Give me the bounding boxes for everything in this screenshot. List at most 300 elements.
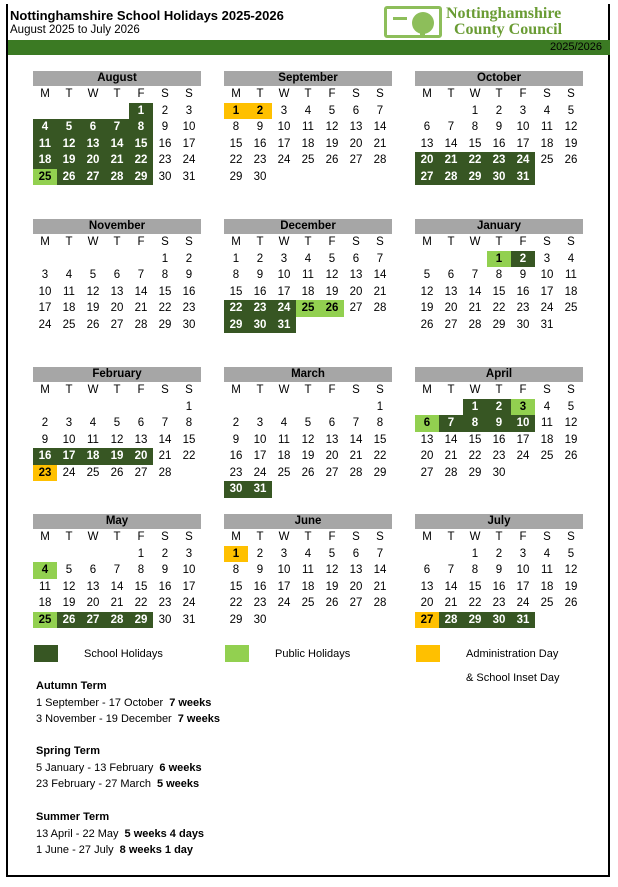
day-cell: 24 [253,466,267,479]
day-cell: 10 [253,433,267,446]
day-cell: 1 [224,546,248,563]
day-cell: 11 [565,269,577,281]
weekday-label: S [161,236,169,248]
day-cell: 8 [161,269,169,281]
day-cell: 28 [439,612,463,629]
day-cell: 31 [540,318,554,331]
day-cell: 27 [81,169,105,186]
day-cell: 23 [248,300,272,317]
logo-line-1: Nottinghamshire [446,5,562,22]
day-cell: 3 [280,252,288,265]
day-cell: 18 [33,152,57,169]
day-cell: 22 [468,450,482,462]
weekday-label: S [185,88,193,100]
day-cell: 10 [182,121,196,133]
day-cell: 21 [373,580,387,593]
day-cell: 11 [541,564,553,576]
day-cell: 23 [487,152,511,169]
day-cell: 15 [229,285,243,298]
day-cell: 3 [41,269,49,281]
day-cell: 1 [224,103,248,120]
weekday-label: S [376,531,384,543]
weekday-label: T [113,384,121,396]
day-cell: 29 [229,613,243,626]
month-name: February [33,367,201,382]
day-cell: 22 [224,300,248,317]
day-cell: 19 [420,302,434,314]
day-cell: 5 [328,547,336,560]
weekday-label: T [447,384,455,396]
weekday-label: S [185,531,193,543]
day-cell: 18 [62,302,76,314]
weekday-label: S [376,384,384,396]
day-cell: 11 [302,269,314,281]
weekday-label: S [185,384,193,396]
day-cell: 23 [253,154,267,166]
day-cell: 8 [129,119,153,136]
month-name: March [224,367,392,382]
day-cell: 18 [277,450,291,462]
weekday-label: M [231,531,241,543]
day-cell: 22 [134,597,148,609]
day-cell: 27 [349,597,363,609]
day-cell: 24 [516,597,530,609]
day-cell: 2 [495,104,503,117]
weekday-label: S [161,531,169,543]
legend-admin-label-2: & School Inset Day [466,672,560,684]
day-cell: 5 [567,104,575,117]
weekday-label: T [495,384,503,396]
day-cell: 26 [564,154,578,166]
day-cell: 10 [62,433,76,446]
legend-admin-label-1: Administration Day [466,648,559,660]
day-cell: 16 [253,137,267,150]
weekday-label: F [328,88,336,100]
day-cell: 15 [468,433,482,446]
day-cell: 21 [468,302,482,314]
day-cell: 4 [89,417,97,429]
day-cell: 5 [567,400,575,413]
weekday-label: S [543,384,551,396]
day-cell: 19 [564,580,578,593]
day-cell: 6 [423,564,431,576]
day-cell: 13 [110,285,124,298]
weekday-label: T [304,88,312,100]
day-cell: 13 [420,137,434,150]
day-cell: 13 [349,121,363,133]
day-cell: 17 [38,302,52,314]
day-cell: 11 [278,433,290,446]
day-cell: 29 [129,612,153,629]
day-cell: 22 [463,152,487,169]
month-name: November [33,219,201,234]
weekday-label: T [495,531,503,543]
weekday-label: W [87,88,99,100]
day-cell: 8 [232,121,240,133]
day-cell: 15 [229,137,243,150]
day-cell: 21 [134,302,148,314]
tree-emblem-icon [384,6,442,38]
month-september [224,71,392,185]
weekday-label: T [113,236,121,248]
day-cell: 18 [564,285,578,298]
day-cell: 7 [447,121,455,133]
day-cell: 30 [158,170,172,183]
weekday-label: F [328,384,336,396]
day-cell: 21 [444,450,458,462]
weekday-label: F [328,236,336,248]
day-cell: 13 [134,433,148,446]
day-cell: 20 [81,152,105,169]
day-cell: 2 [495,547,503,560]
day-cell: 28 [134,318,148,331]
day-cell: 16 [229,450,243,462]
page-title: Nottinghamshire School Holidays 2025-2026 [10,8,284,23]
weekday-label: T [256,88,264,100]
day-cell: 6 [352,104,360,117]
day-cell: 5 [423,269,431,281]
month-grid [415,86,583,185]
day-cell: 2 [232,417,240,429]
day-cell: 23 [253,597,267,609]
day-cell: 10 [38,285,52,298]
day-cell: 31 [511,169,535,186]
day-cell: 9 [256,269,264,281]
day-cell: 17 [277,137,291,150]
day-cell: 17 [57,448,81,465]
day-cell: 10 [511,415,535,432]
day-cell: 30 [248,317,272,334]
day-cell: 17 [540,285,554,298]
term-title: Spring Term [36,745,100,757]
day-cell: 12 [86,285,100,298]
day-cell: 29 [158,318,172,331]
term-summer [36,809,204,859]
month-name: August [33,71,201,86]
weekday-label: M [40,236,50,248]
weekday-label: S [567,236,575,248]
month-june [224,514,392,628]
weekday-label: M [231,88,241,100]
day-cell: 5 [65,564,73,576]
day-cell: 1 [185,400,193,413]
day-cell: 18 [38,597,52,609]
day-cell: 14 [110,580,124,593]
day-cell: 25 [540,154,554,166]
day-cell: 4 [543,547,551,560]
day-cell: 24 [272,300,296,317]
day-cell: 26 [564,597,578,609]
day-cell: 26 [110,466,124,479]
weekday-label: S [567,531,575,543]
day-cell: 20 [420,450,434,462]
day-cell: 9 [161,121,169,133]
day-cell: 8 [376,417,384,429]
day-cell: 23 [516,302,530,314]
weekday-label: M [40,384,50,396]
day-cell: 23 [229,466,243,479]
weekday-label: M [422,236,432,248]
day-cell: 5 [113,417,121,429]
logo-line-2: County Council [454,21,563,38]
day-cell: 28 [468,318,482,331]
weekday-label: S [567,88,575,100]
weekday-label: T [113,531,121,543]
day-cell: 12 [325,269,339,281]
day-cell: 24 [277,597,291,609]
day-cell: 7 [376,547,384,560]
day-cell: 14 [444,580,458,593]
day-cell: 9 [232,433,240,446]
day-cell: 16 [516,285,530,298]
day-cell: 15 [492,285,506,298]
month-november [33,219,201,333]
day-cell: 19 [57,152,81,169]
month-december [224,219,392,333]
weekday-label: M [422,384,432,396]
day-cell: 16 [158,580,172,593]
day-cell: 6 [137,417,145,429]
day-cell: 30 [182,318,196,331]
day-cell: 16 [492,580,506,593]
day-cell: 18 [540,433,554,446]
day-cell: 14 [134,285,148,298]
weekday-label: F [519,531,527,543]
day-cell: 29 [468,466,482,479]
day-cell: 7 [113,564,121,576]
weekday-label: S [543,88,551,100]
day-cell: 27 [325,466,339,479]
day-cell: 6 [447,269,455,281]
weekday-label: S [161,384,169,396]
day-cell: 24 [182,597,196,609]
day-cell: 2 [41,417,49,429]
month-name: June [224,514,392,529]
day-cell: 10 [516,121,530,133]
day-cell: 25 [540,597,554,609]
weekday-label: W [469,531,481,543]
day-cell: 20 [349,285,363,298]
day-cell: 28 [444,466,458,479]
weekday-label: S [543,236,551,248]
day-cell: 12 [325,121,339,133]
day-cell: 10 [277,564,291,576]
month-grid [224,86,392,185]
day-cell: 19 [62,597,76,609]
day-cell: 22 [373,450,387,462]
day-cell: 26 [320,300,344,317]
day-cell: 4 [33,562,57,579]
day-cell: 15 [373,433,387,446]
day-cell: 28 [439,169,463,186]
day-cell: 14 [444,433,458,446]
day-cell: 28 [158,466,172,479]
weekday-label: T [304,236,312,248]
month-july [415,514,583,628]
day-cell: 11 [63,285,75,298]
day-cell: 13 [349,269,363,281]
day-cell: 3 [280,547,288,560]
day-cell: 1 [137,547,145,560]
day-cell: 24 [540,302,554,314]
day-cell: 27 [349,302,363,314]
day-cell: 23 [33,465,57,482]
term-line: 13 April - 22 May 5 weeks 4 days [36,827,205,840]
day-cell: 7 [137,269,145,281]
day-cell: 31 [182,170,196,183]
month-grid [224,382,392,498]
day-cell: 6 [423,121,431,133]
term-title: Autumn Term [36,680,107,692]
weekday-label: M [231,384,241,396]
weekday-label: M [422,88,432,100]
month-grid [33,234,201,333]
day-cell: 16 [182,285,196,298]
weekday-label: S [352,236,360,248]
day-cell: 3 [256,417,264,429]
day-cell: 14 [444,137,458,150]
weekday-label: T [113,88,121,100]
weekday-label: T [65,531,73,543]
day-cell: 6 [113,269,121,281]
weekday-label: W [278,88,290,100]
weekday-label: T [304,531,312,543]
month-grid [415,382,583,481]
day-cell: 25 [296,300,320,317]
day-cell: 6 [328,417,336,429]
day-cell: 18 [81,448,105,465]
day-cell: 4 [65,269,73,281]
day-cell: 30 [224,481,248,498]
day-cell: 11 [541,417,553,429]
day-cell: 6 [352,252,360,265]
weekday-label: S [352,384,360,396]
day-cell: 20 [86,597,100,609]
day-cell: 9 [256,564,264,576]
weekday-label: F [519,236,527,248]
day-cell: 24 [511,152,535,169]
day-cell: 2 [256,547,264,560]
day-cell: 17 [182,137,196,150]
day-cell: 2 [185,252,193,265]
month-january [415,219,583,333]
day-cell: 28 [105,612,129,629]
weekday-label: W [278,384,290,396]
month-october [415,71,583,185]
day-cell: 3 [511,399,535,416]
day-cell: 4 [304,104,312,117]
day-cell: 13 [86,580,100,593]
day-cell: 3 [519,547,527,560]
day-cell: 10 [516,564,530,576]
day-cell: 22 [468,597,482,609]
day-cell: 16 [158,137,172,150]
day-cell: 17 [253,450,267,462]
day-cell: 27 [420,466,434,479]
day-cell: 10 [277,121,291,133]
day-cell: 21 [105,152,129,169]
day-cell: 27 [81,612,105,629]
day-cell: 9 [161,564,169,576]
day-cell: 30 [253,170,267,183]
day-cell: 28 [349,466,363,479]
day-cell: 4 [567,252,575,265]
day-cell: 19 [86,302,100,314]
weekday-label: F [519,384,527,396]
day-cell: 2 [248,103,272,120]
month-name: April [415,367,583,382]
term-autumn [36,678,220,728]
weekday-label: F [137,531,145,543]
day-cell: 19 [564,433,578,446]
day-cell: 22 [229,597,243,609]
day-cell: 29 [373,466,387,479]
weekday-label: W [469,236,481,248]
weekday-label: W [278,531,290,543]
day-cell: 15 [229,580,243,593]
weekday-label: S [567,384,575,396]
weekday-label: W [469,88,481,100]
day-cell: 11 [39,580,51,593]
weekday-label: T [65,236,73,248]
year-bar [8,40,610,55]
day-cell: 12 [110,433,124,446]
day-cell: 10 [277,269,291,281]
month-grid [33,529,201,628]
day-cell: 26 [86,318,100,331]
day-cell: 27 [134,466,148,479]
weekday-label: T [447,236,455,248]
day-cell: 12 [420,285,434,298]
month-grid [415,529,583,628]
day-cell: 1 [471,547,479,560]
day-cell: 19 [564,137,578,150]
day-cell: 27 [444,318,458,331]
day-cell: 1 [487,251,511,268]
day-cell: 3 [65,417,73,429]
day-cell: 17 [182,580,196,593]
day-cell: 26 [57,612,81,629]
month-name: January [415,219,583,234]
day-cell: 6 [415,415,439,432]
day-cell: 8 [232,269,240,281]
day-cell: 2 [487,399,511,416]
day-cell: 22 [182,450,196,462]
day-cell: 17 [277,285,291,298]
day-cell: 13 [81,136,105,153]
day-cell: 21 [444,597,458,609]
day-cell: 10 [540,269,554,281]
month-march [224,367,392,498]
day-cell: 27 [110,318,124,331]
day-cell: 25 [33,612,57,629]
day-cell: 3 [185,547,193,560]
day-cell: 11 [87,433,99,446]
day-cell: 27 [349,154,363,166]
day-cell: 27 [415,612,439,629]
month-name: July [415,514,583,529]
day-cell: 5 [89,269,97,281]
day-cell: 11 [541,121,553,133]
weekday-label: F [137,236,145,248]
day-cell: 1 [463,399,487,416]
day-cell: 29 [224,317,248,334]
day-cell: 21 [373,137,387,150]
weekday-label: F [328,531,336,543]
day-cell: 25 [86,466,100,479]
day-cell: 20 [110,302,124,314]
day-cell: 16 [33,448,57,465]
